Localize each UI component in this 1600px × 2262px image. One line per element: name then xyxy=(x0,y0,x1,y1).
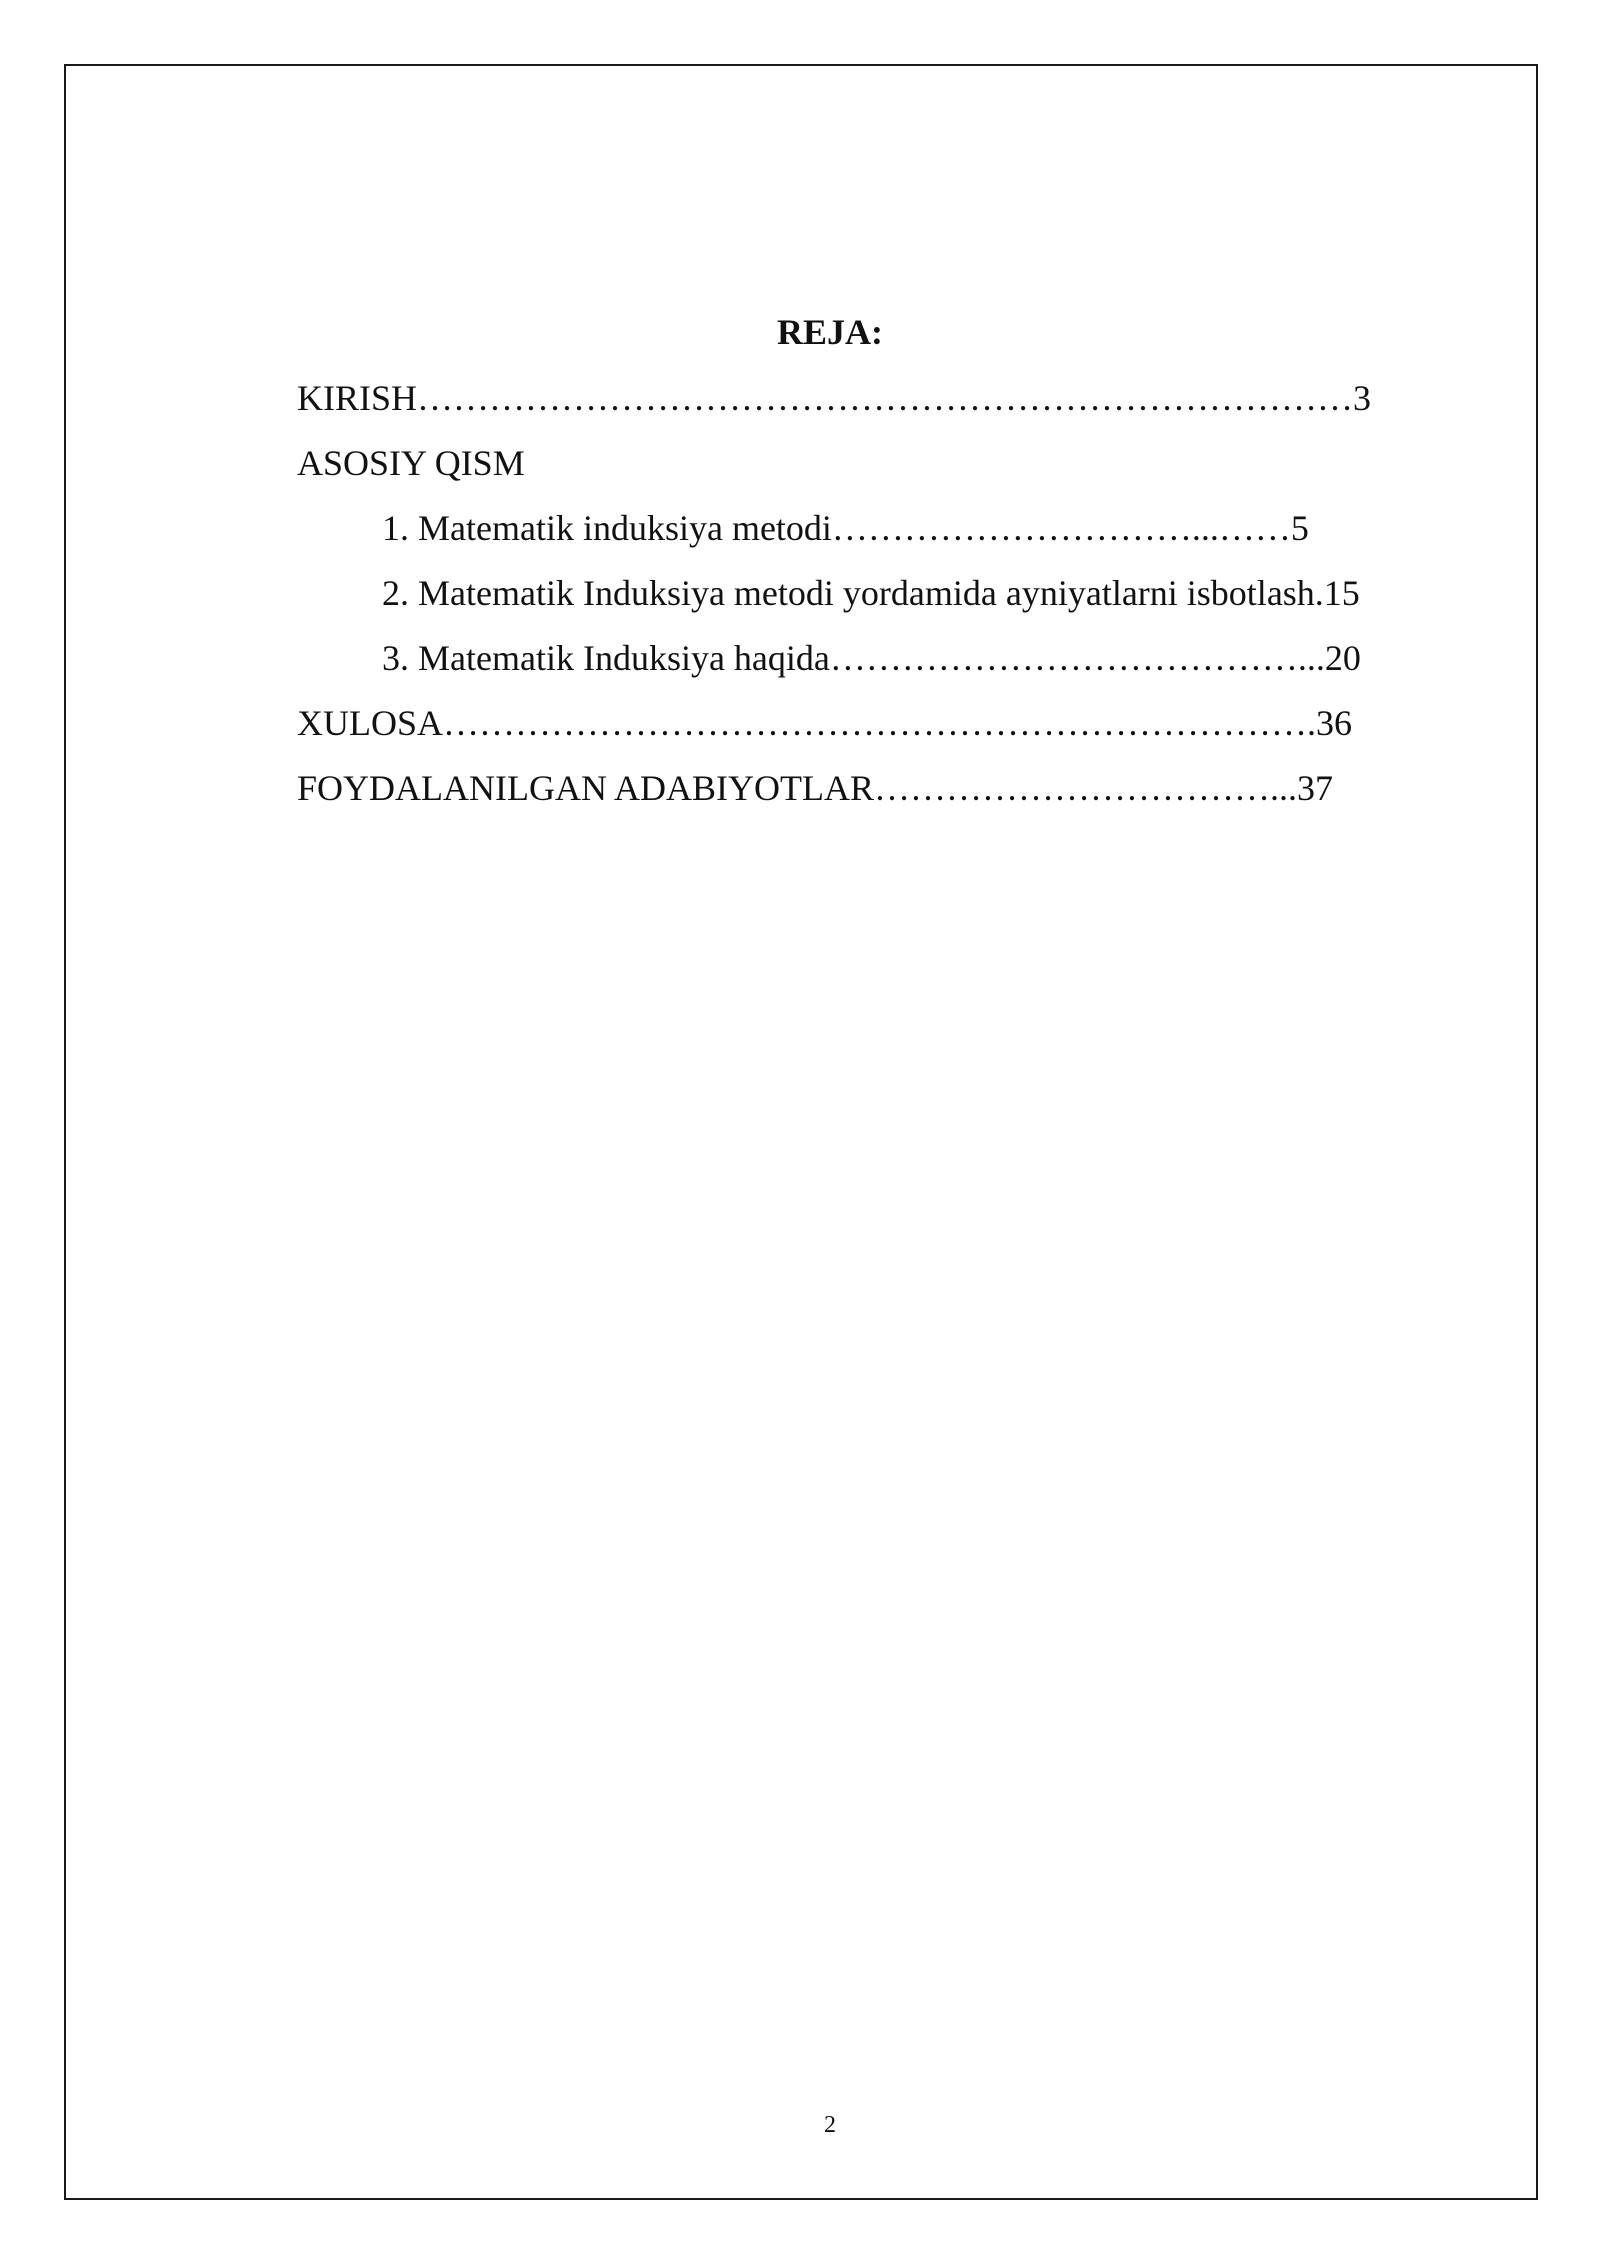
toc-item-xulosa: XULOSA……………………………………………………………….36 xyxy=(297,703,1353,743)
toc-item-foydalanilgan-adabiyotlar: FOYDALANILGAN ADABIYOTLAR……………………………...37 xyxy=(297,768,1333,808)
toc-subitem-2: 2. Matematik Induksiya metodi yordamida ayniyatlarni isbotlash.15 xyxy=(382,573,1360,613)
toc-item-kirish: KIRISH……………………………………………………………………3 xyxy=(297,378,1372,418)
toc-subitem-1: 1. Matematik induksiya metodi…………………………...……5 xyxy=(382,508,1309,548)
toc-item-asosiy-qism: ASOSIY QISM xyxy=(297,443,525,483)
page-number: 2 xyxy=(824,2112,836,2138)
toc-subitem-3: 3. Matematik Induksiya haqida…………………………………...20 xyxy=(382,638,1361,678)
page-title: REJA: xyxy=(777,312,883,352)
